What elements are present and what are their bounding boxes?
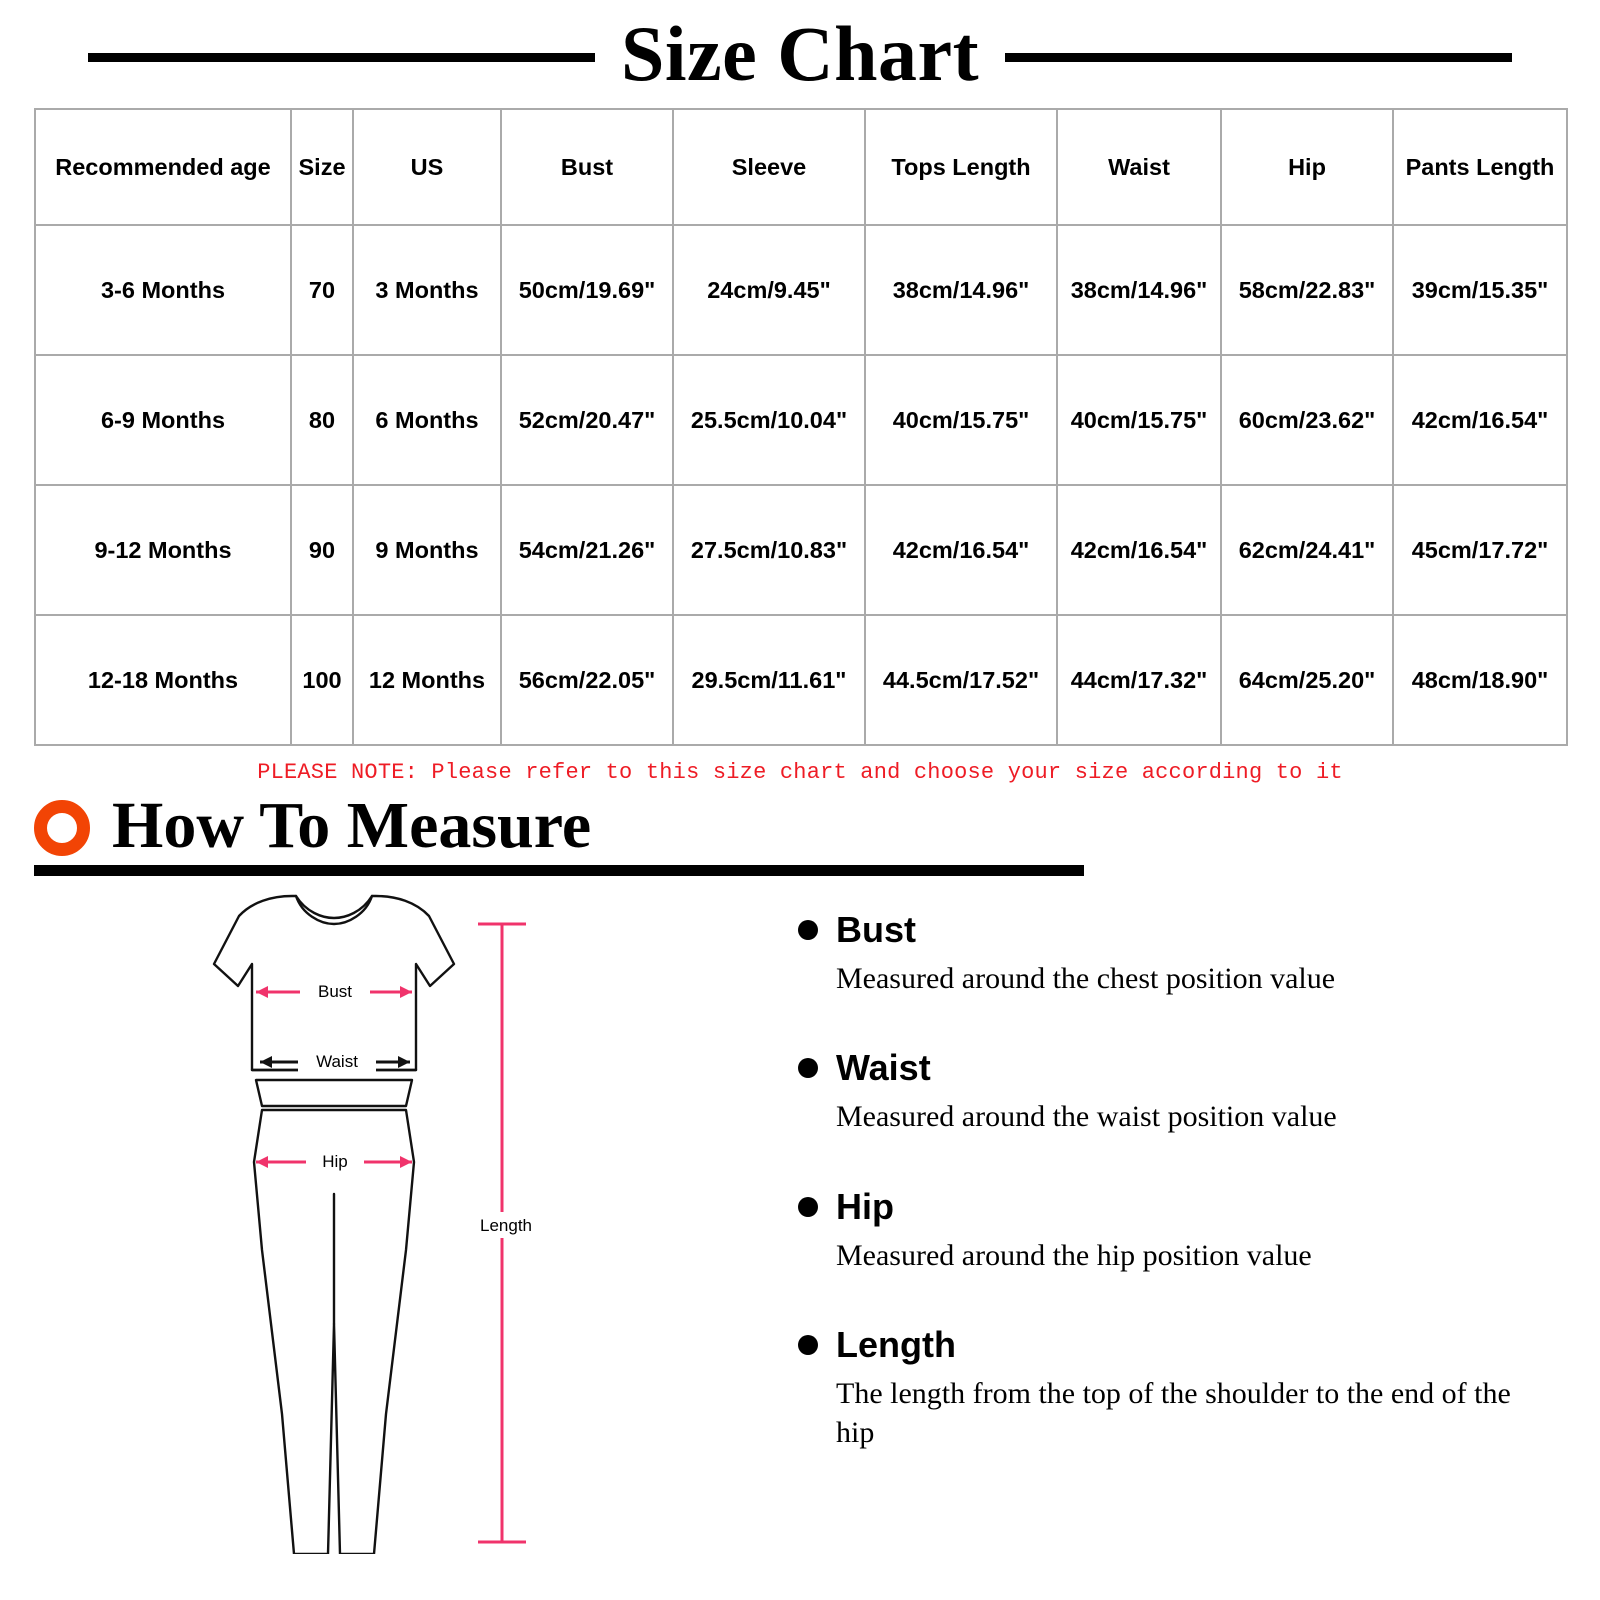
cell-recommended-age: 3-6 Months <box>35 225 291 355</box>
cell-tops-length: 38cm/14.96" <box>865 225 1057 355</box>
col-header-us: US <box>353 109 501 225</box>
how-to-measure-underline <box>34 865 1084 876</box>
definition-term <box>798 909 1566 950</box>
col-header-hip: Hip <box>1221 109 1393 225</box>
please-note-text: PLEASE NOTE: Please refer to this size chart and choose your size according to it <box>257 760 1343 785</box>
cell-tops-length: 44.5cm/17.52" <box>865 615 1057 745</box>
definition-term <box>798 1047 1566 1089</box>
title-rule-left <box>88 53 595 62</box>
size-table-wrap <box>0 108 1600 746</box>
orange-ring-icon <box>34 800 90 856</box>
cell-sleeve: 27.5cm/10.83" <box>673 485 865 615</box>
definition-description: The length from the top of the shoulder to the end of the hip <box>836 1377 1511 1449</box>
cell-hip: 58cm/22.83" <box>1221 225 1393 355</box>
cell-size: 100 <box>291 615 353 745</box>
col-header-size: Size <box>291 109 353 225</box>
definition-term <box>798 1185 1566 1227</box>
how-to-measure-title: How To Measure <box>112 789 592 862</box>
cell-size: 90 <box>291 485 353 615</box>
cell-pants-length: 42cm/16.54" <box>1393 355 1567 485</box>
cell-sleeve: 29.5cm/11.61" <box>673 615 865 745</box>
col-header-pants-length: Pants Length <box>1393 109 1567 225</box>
bullet-dot-icon <box>798 1335 818 1355</box>
cell-waist: 42cm/16.54" <box>1057 485 1221 615</box>
table-row <box>35 225 1567 355</box>
definition-term-label: Hip <box>836 1185 894 1227</box>
cell-us: 3 Months <box>353 225 501 355</box>
cell-waist: 40cm/15.75" <box>1057 355 1221 485</box>
figure-label-length: Length <box>480 1216 532 1235</box>
measurement-figure <box>34 894 774 1559</box>
garment-diagram-svg <box>34 894 634 1554</box>
definition-description: Measured around the hip position value <box>836 1238 1312 1272</box>
definition-bust <box>798 909 1566 998</box>
definition-term <box>798 1324 1566 1366</box>
cell-bust: 52cm/20.47" <box>501 355 673 485</box>
page-title: Size Chart <box>620 10 980 97</box>
cell-pants-length: 39cm/15.35" <box>1393 225 1567 355</box>
figure-label-bust: Bust <box>317 982 353 1001</box>
col-header-waist: Waist <box>1057 109 1221 225</box>
cell-size: 80 <box>291 355 353 485</box>
cell-hip: 60cm/23.62" <box>1221 355 1393 485</box>
figure-label-waist: Waist <box>316 1052 358 1071</box>
cell-tops-length: 40cm/15.75" <box>865 355 1057 485</box>
cell-tops-length: 42cm/16.54" <box>865 485 1057 615</box>
cell-us: 9 Months <box>353 485 501 615</box>
cell-pants-length: 45cm/17.72" <box>1393 485 1567 615</box>
cell-us: 6 Months <box>353 355 501 485</box>
cell-pants-length: 48cm/18.90" <box>1393 615 1567 745</box>
col-header-tops-length: Tops Length <box>865 109 1057 225</box>
definition-term-label: Waist <box>836 1047 931 1089</box>
figure-label-hip: Hip <box>322 1152 348 1171</box>
cell-bust: 50cm/19.69" <box>501 225 673 355</box>
definition-term-label: Length <box>836 1324 956 1366</box>
bullet-dot-icon <box>798 920 818 940</box>
definition-term-label: Bust <box>836 909 916 950</box>
col-header-sleeve: Sleeve <box>673 109 865 225</box>
table-row <box>35 355 1567 485</box>
cell-bust: 56cm/22.05" <box>501 615 673 745</box>
cell-waist: 38cm/14.96" <box>1057 225 1221 355</box>
cell-hip: 62cm/24.41" <box>1221 485 1393 615</box>
table-header-row <box>35 109 1567 225</box>
definition-waist <box>798 1047 1566 1136</box>
how-to-measure-header <box>0 787 1600 862</box>
cell-waist: 44cm/17.32" <box>1057 615 1221 745</box>
title-rule-right <box>1005 53 1512 62</box>
table-row <box>35 485 1567 615</box>
cell-recommended-age: 9-12 Months <box>35 485 291 615</box>
size-table <box>34 108 1568 746</box>
cell-sleeve: 24cm/9.45" <box>673 225 865 355</box>
measurement-definitions <box>774 894 1566 1559</box>
how-to-measure-body <box>0 876 1600 1559</box>
definition-hip <box>798 1185 1566 1275</box>
definition-description: Measured around the chest position value <box>836 962 1336 995</box>
cell-recommended-age: 6-9 Months <box>35 355 291 485</box>
bullet-dot-icon <box>798 1197 818 1217</box>
table-row <box>35 615 1567 745</box>
cell-size: 70 <box>291 225 353 355</box>
cell-recommended-age: 12-18 Months <box>35 615 291 745</box>
bullet-dot-icon <box>798 1058 818 1078</box>
cell-hip: 64cm/25.20" <box>1221 615 1393 745</box>
cell-bust: 54cm/21.26" <box>501 485 673 615</box>
definition-description: Measured around the waist position value <box>836 1100 1337 1134</box>
cell-sleeve: 25.5cm/10.04" <box>673 355 865 485</box>
definition-length <box>798 1324 1566 1452</box>
cell-us: 12 Months <box>353 615 501 745</box>
col-header-bust: Bust <box>501 109 673 225</box>
title-row <box>0 0 1600 108</box>
col-header-recommended-age: Recommended age <box>35 109 291 225</box>
